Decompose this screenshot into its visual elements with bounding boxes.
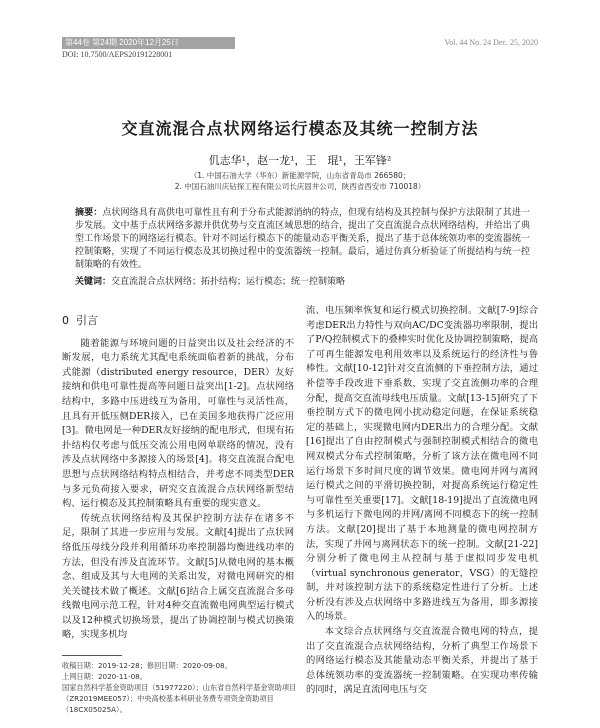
doi-label: DOI: 10.7500/AEPS20191228001 <box>62 50 173 59</box>
left-column <box>62 296 294 643</box>
abstract-label: 摘要： <box>75 208 103 218</box>
journal-issue-label: 第44卷 第24期 2020年12月25日 <box>62 37 235 49</box>
journal-volume-label: Vol. 44 No. 24 Dec. 25, 2020 <box>444 38 538 47</box>
affiliation-1: （1. 中国石油大学（华东）新能源学院，山东省青岛市 266580； <box>189 171 411 180</box>
right-column <box>306 304 538 698</box>
running-header <box>62 37 538 57</box>
keywords-label: 关键词： <box>75 277 112 287</box>
footnote-online: 上网日期：2020-11-08。 <box>62 672 147 681</box>
footnotes <box>62 660 302 715</box>
keywords <box>75 276 530 289</box>
body-paragraph: 本文综合点状网络与交直流混合微电网的特点，提出了交直流混合点状网络结构，分析了典型工作场景下的网络运行模态及其能量动态平衡关系，并提出了基于总体统领功率的变流器统一控制策略。在实现功率传输的同时，满足直流网电压与交 <box>306 626 538 696</box>
paper-title: 交直流混合点状网络运行模态及其统一控制方法 <box>121 119 479 138</box>
section-title: 引言 <box>76 314 98 327</box>
affiliation-2: 2. 中国石油川庆钻探工程有限公司长庆固井公司，陕西省西安市 710018） <box>174 182 426 191</box>
body-paragraph: 随着能源与环境问题的日益突出以及社会经济的不断发展，电力系统尤其配电系统面临着新的挑战，分布式能源（distributed energy resource，DER）友好接纳和供电可靠性提高等问题日益突出[1-2]。点状网络结构中，多路中压进线互为备用，可靠性与灵活性高，且具有开低压侧DER接入，已在美国多地获得广泛应用[3]。微电网是一种DER友好接纳的配电形式，但现有拓扑结构仅考虑与低压交流公用电网单联络的情况，没有涉及点状网络中多源接入的场景[4]。将交直流混合配电思想与点状网络结构特点相结合，并考虑不同类型DER与多元负荷接入要求，研究交直流混合点状网络新型结构、运行模态及其控制策略具有重要的现实意义。 <box>62 337 294 510</box>
body-paragraph: 传统点状网络结构及其保护控制方法存在诸多不足，限制了其进一步应用与发展。文献[4]提出了点状网络低压母线分段并利用循环功率控制器均衡进线功率的方法，但没有涉及直流环节。文献[5]从微电网的基本概念、组成及其与大电网的关系出发，对微电网研究的相关关键技术做了概述。文献[6]结合上属交直流混合多母线微电网示范工程，针对4种交直流微电网典型运行模式以及12种模式切换场景，提出了协调控制与模式切换策略，实现多机均 <box>62 512 294 641</box>
section-number: 0 <box>62 314 69 327</box>
section-heading <box>62 314 294 329</box>
footnote-received: 收稿日期：2019-12-28；修回日期：2020-09-08。 <box>62 661 232 670</box>
author-list: 仉志华¹，赵一龙¹，王 琨¹，王军锋² <box>208 154 392 167</box>
abstract-text: 点状网络具有高供电可靠性且有利于分布式能源消纳的特点，但现有结构及其控制与保护方法限制了其进一步发展。文中基于点状网络多源并供优势与交直流区域思想的结合，提出了交直流混合点状网络结构，并给出了典型工作场景下的网络运行模态。针对不同运行模态下的能量动态平衡关系，提出了基于总体统领功率的变流器统一控制策略，实现了不同运行模态及其切换过程中的变流器统一控制。最后，通过仿真分析验证了所提结构与统一控制策略的有效性。 <box>75 208 530 270</box>
footnote-divider <box>62 655 122 656</box>
abstract <box>75 207 530 272</box>
keywords-text: 交直流混合点状网络；拓扑结构；运行模态；统一控制策略 <box>111 277 346 287</box>
footnote-funding: 国家自然科学基金资助项目（51977220）；山东省自然科学基金资助项目（ZR2019MEE057）；中央高校基本科研业务费专项资金资助项目（18CX05025A）。 <box>62 683 297 714</box>
body-paragraph: 流、电压频率恢复和运行模式切换控制。文献[7-9]综合考虑DER出力特性与双向AC/DC变流器功率限制，提出了P/Q控制模式下的叠棒实时优化及协调控制策略，提高了可再生能源发电利用效率以及系统运行的经济性与鲁棒性。文献[10-12]针对交直流侧的下垂控制方法，通过补偿等手段改进下垂系数，实现了交直流侧功率的合理分配，提高交直流母线电压质量。文献[13-15]研究了下垂控制方式下的微电网小扰动稳定问题，在保证系统稳定的基础上，实现微电网内DER出力的合理分配。文献[16]提出了自由控制模式与强制控制模式相结合的微电网双模式分布式控制策略，分析了该方法在微电网不同运行场景下多时间尺度的调节效果。微电网并网与离网运行模式之间的平滑切换控制，对提高系统运行稳定性与可靠性至关重要[17]。文献[18-19]提出了直流微电网与多机运行下微电网的并网/离网不同模态下的统一控制方法。文献[20]提出了基于本地测量的微电网控制方法，实现了并网与离网状态下的统一控制。文献[21-22]分别分析了微电网主从控制与基于虚拟同步发电机（virtual synchronous generator，VSG）的无缝控制，并对该控制方法下的系统稳定性进行了分析。上述分析没有涉及点状网络中多路进线互为备用，即多源接入的场景。 <box>306 305 538 623</box>
